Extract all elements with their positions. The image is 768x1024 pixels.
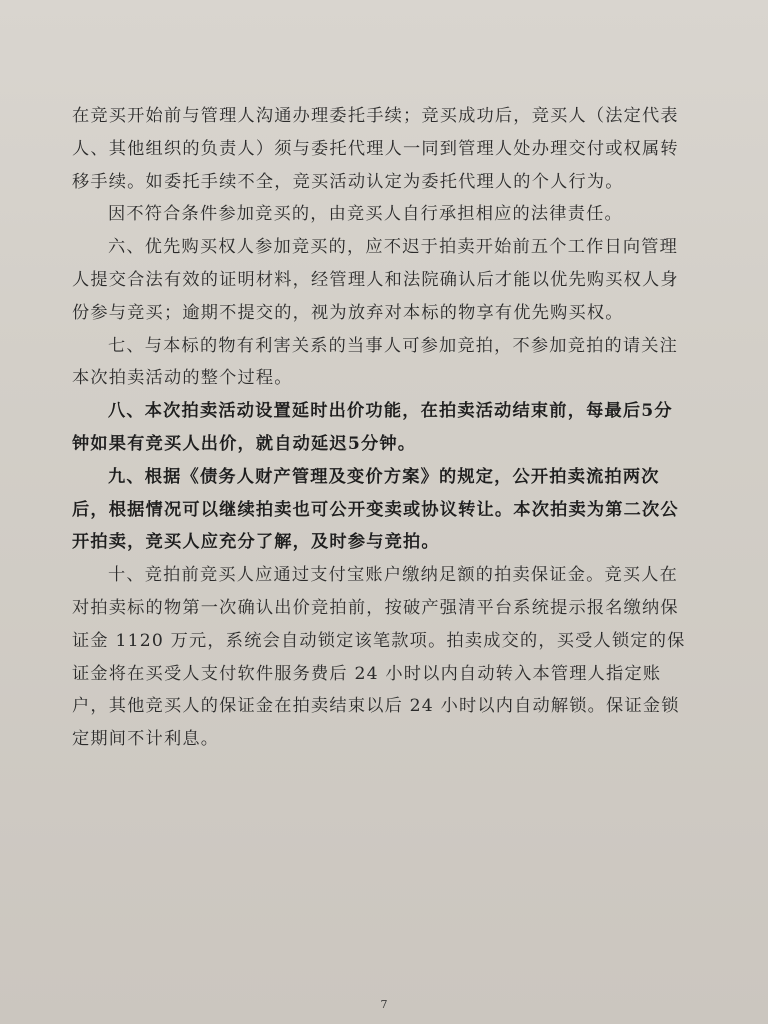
paragraph-section-6: 六、优先购买权人参加竞买的，应不迟于拍卖开始前五个工作日向管理人提交合法有效的证明材料，经管理人和法院确认后才能以优先购买权人身份参与竞买；逾期不提交的，视为放弃对本标的物享有优先购买权。	[72, 237, 679, 323]
document-body	[72, 100, 688, 756]
paragraph-liability: 因不符合条件参加竞买的，由竞买人自行承担相应的法律责任。	[108, 204, 623, 225]
paragraph-section-8: 八、本次拍卖活动设置延时出价功能，在拍卖活动结束前，每最后5分钟如果有竞买人出价，就自动延迟5分钟。	[72, 401, 673, 454]
paragraph-section-10: 十、竞拍前竞买人应通过支付宝账户缴纳足额的拍卖保证金。竞买人在对拍卖标的物第一次确认出价竞拍前，按破产强清平台系统提示报名缴纳保证金 1120 万元，系统会自动锁定该笔款项。拍卖成交的，买受人锁定的保证金将在买受人支付软件服务费后 24 小时以内自动转入本管理人指定账户，其他竞买人的保证金在拍卖结束以后 24 小时以内自动解锁。保证金锁定期间不计利息。	[72, 565, 686, 750]
paragraph-entrustment: 在竞买开始前与管理人沟通办理委托手续；竞买成功后，竞买人（法定代表人、其他组织的负责人）须与委托代理人一同到管理人处办理交付或权属转移手续。如委托手续不全，竞买活动认定为委托代理人的个人行为。	[72, 106, 679, 192]
paragraph-section-7: 七、与本标的物有利害关系的当事人可参加竞拍，不参加竞拍的请关注本次拍卖活动的整个过程。	[72, 335, 679, 389]
paragraph-section-9: 九、根据《债务人财产管理及变价方案》的规定，公开拍卖流拍两次后，根据情况可以继续拍卖也可公开变卖或协议转让。本次拍卖为第二次公开拍卖，竞买人应充分了解，及时参与竞拍。	[72, 466, 679, 553]
page-number: 7	[380, 998, 388, 1011]
